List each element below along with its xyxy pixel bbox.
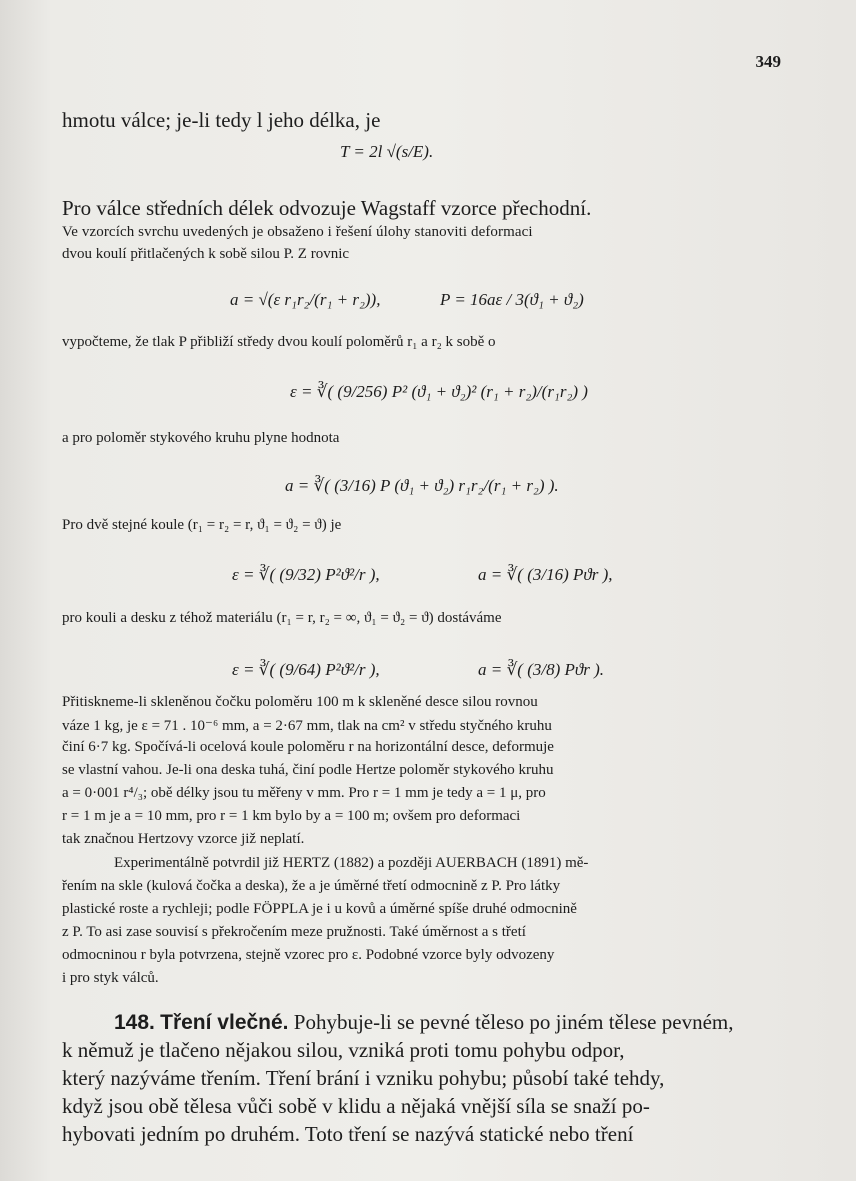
para2-line-5: odmocninou r byla potvrzena, stejně vzorec pro ε. Podobné vzorce byly odvozeny <box>62 947 555 963</box>
para1-line-7: tak značnou Hertzovy vzorce již neplatí. <box>62 831 305 847</box>
para1-line-5: a = 0·001 r⁴/₃; obě délky jsou tu měřeny v mm. Pro r = 1 mm je tedy a = 1 μ, pro <box>62 785 546 801</box>
para2-line-4: z P. To asi zase souvisí s překročením meze pružnosti. Také úměrnost a s třetí <box>62 924 526 940</box>
section-line-3: který nazýváme třením. Tření brání i vzniku pohybu; působí také tehdy, <box>62 1066 665 1090</box>
equation-2b: P = 16aε / 3(ϑ₁ + ϑ₂) <box>440 290 584 309</box>
para2-line-1: Experimentálně potvrdil již HERTZ (1882) a později AUERBACH (1891) mě- <box>114 855 589 871</box>
para2-line-3: plastické roste a rychleji; podle FÖPPLA je i u kovů a úměrné spíše druhé odmocnině <box>62 901 577 917</box>
equation-4: a = ∛( (3/16) P (ϑ₁ + ϑ₂) r₁r₂/(r₁ + r₂) ). <box>285 476 559 495</box>
text-line-8: pro kouli a desku z téhož materiálu (r₁ = r, r₂ = ∞, ϑ₁ = ϑ₂ = ϑ) dostáváme <box>62 610 502 626</box>
section-line-4: když jsou obě tělesa vůči sobě v klidu a nějaká vnější síla se snaží po- <box>62 1094 650 1118</box>
section-title: Tření vlečné. <box>160 1011 289 1034</box>
para1-line-2: váze 1 kg, je ε = 71 . 10⁻⁶ mm, a = 2·67 mm, tlak na cm² v středu styčného kruhu <box>62 718 552 734</box>
para1-line-6: r = 1 m je a = 10 mm, pro r = 1 km bylo by a = 100 m; ovšem pro deformaci <box>62 808 521 824</box>
para1-line-3: činí 6·7 kg. Spočívá-li ocelová koule poloměru r na horizontální desce, deformuje <box>62 739 554 755</box>
section-line-1: Pohybuje-li se pevné těleso po jiném tělese pevném, <box>293 1010 734 1034</box>
para1-line-1: Přitiskneme-li skleněnou čočku poloměru 100 m k skleněné desce silou rovnou <box>62 694 538 710</box>
equation-6a: ε = ∛( (9/64) P²ϑ²/r ), <box>232 660 380 679</box>
equation-1: T = 2l √(s/E). <box>340 142 434 161</box>
section-number: 148. <box>114 1011 155 1034</box>
text-line-5: vypočteme, že tlak P přibliží středy dvou koulí poloměrů r₁ a r₂ k sobě o <box>62 334 496 350</box>
text-line-6: a pro poloměr stykového kruhu plyne hodnota <box>62 430 340 446</box>
equation-5b: a = ∛( (3/16) Pϑr ), <box>478 565 613 584</box>
section-first-line <box>114 1010 733 1035</box>
para1-line-4: se vlastní vahou. Je-li ona deska tuhá, činí podle Hertze poloměr stykového kruhu <box>62 762 554 778</box>
section-line-5: hybovati jedním po druhém. Toto tření se nazývá statické nebo tření <box>62 1122 634 1146</box>
text-line-4: dvou koulí přitlačených k sobě silou P. Z rovnic <box>62 246 350 262</box>
text-line-7: Pro dvě stejné koule (r₁ = r₂ = r, ϑ₁ = ϑ₂ = ϑ) je <box>62 517 342 533</box>
text-line-3: Ve vzorcích svrchu uvedených je obsaženo i řešení úlohy stanoviti deformaci <box>62 224 533 240</box>
equation-6b: a = ∛( (3/8) Pϑr ). <box>478 660 605 679</box>
equation-5a: ε = ∛( (9/32) P²ϑ²/r ), <box>232 565 380 584</box>
page-number: 349 <box>755 52 781 71</box>
equation-2a: a = √(ε r₁r₂/(r₁ + r₂)), <box>230 290 381 309</box>
para2-line-2: řením na skle (kulová čočka a deska), že a je úměrné třetí odmocnině z P. Pro látky <box>62 878 561 894</box>
para2-line-6: i pro styk válců. <box>62 970 159 986</box>
section-line-2: k němuž je tlačeno nějakou silou, vzniká proti tomu pohybu odpor, <box>62 1038 625 1062</box>
equation-3: ε = ∛( (9/256) P² (ϑ₁ + ϑ₂)² (r₁ + r₂)/(r₁r₂) ) <box>290 382 588 401</box>
text-line-1: hmotu válce; je-li tedy l jeho délka, je <box>62 108 381 132</box>
text-line-2: Pro válce středních délek odvozuje Wagstaff vzorce přechodní. <box>62 196 592 220</box>
